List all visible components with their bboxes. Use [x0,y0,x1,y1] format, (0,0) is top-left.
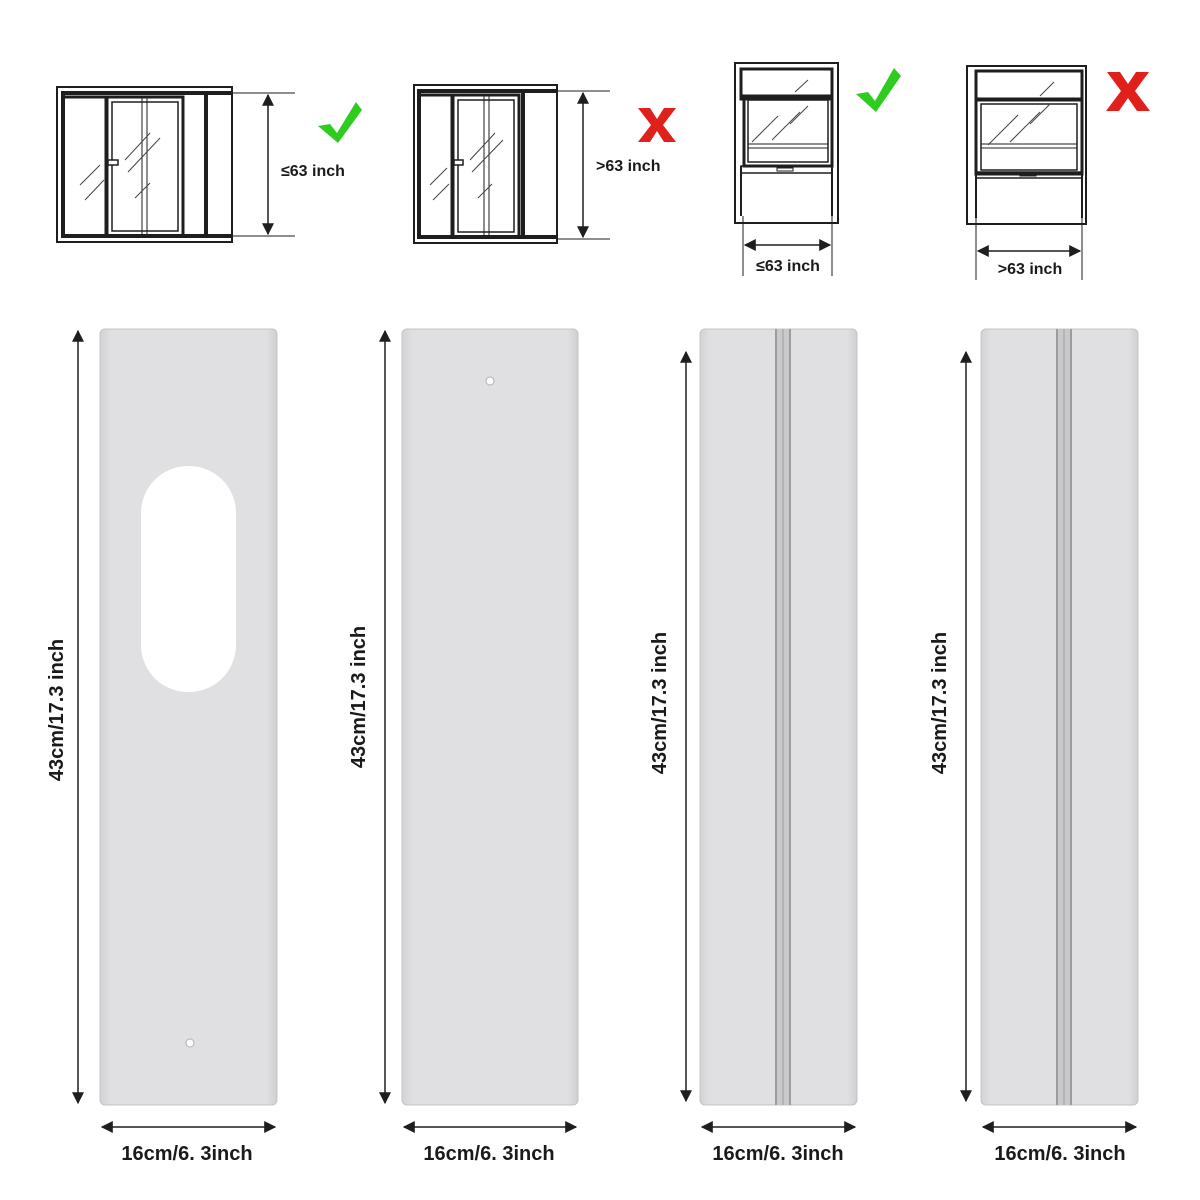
hung-window-frame [735,63,838,223]
panel-height-label: 43cm/17.3 inch [348,625,370,769]
panel-with-screw-hole [348,329,578,1165]
panel-width-label: 16cm/6. 3inch [121,1143,253,1165]
exhaust-hole [141,466,236,692]
panel-with-exhaust-hole [46,329,277,1165]
x-icon [638,108,676,142]
check-icon [318,102,362,143]
glass-reflections [752,80,808,142]
panel-height-label: 43cm/17.3 inch [46,638,68,782]
panel-width-label: 16cm/6. 3inch [423,1143,555,1165]
center-groove [1056,329,1072,1105]
panel-height-label: 43cm/17.3 inch [649,631,671,775]
hung-window-frame [967,66,1086,224]
x-icon [1106,72,1150,111]
panel-with-groove [649,329,857,1165]
panel-body [402,329,578,1105]
sliding-window-fit [57,87,362,242]
sliding-window-frame [57,87,232,242]
hung-window-fit [735,63,901,276]
sliding-window-frame [414,85,557,243]
screw-hole [486,377,494,385]
center-groove [775,329,791,1105]
hung-window-nofit [967,66,1150,280]
glass-reflections [80,133,160,200]
check-icon [856,68,901,112]
window-measure-label: ≤63 inch [756,258,820,275]
window-measure-label: ≤63 inch [281,163,345,180]
sliding-window-nofit [414,85,676,243]
panel-width-label: 16cm/6. 3inch [712,1143,844,1165]
glass-reflections [988,82,1054,145]
screw-hole [186,1039,194,1047]
panel-width-label: 16cm/6. 3inch [994,1143,1126,1165]
window-measure-label: >63 inch [997,261,1063,278]
glass-reflections [430,133,503,200]
panel-height-label: 43cm/17.3 inch [929,631,951,775]
window-measure-label: >63 inch [596,158,661,175]
panel-with-groove [929,329,1138,1165]
panel-body [100,329,277,1105]
